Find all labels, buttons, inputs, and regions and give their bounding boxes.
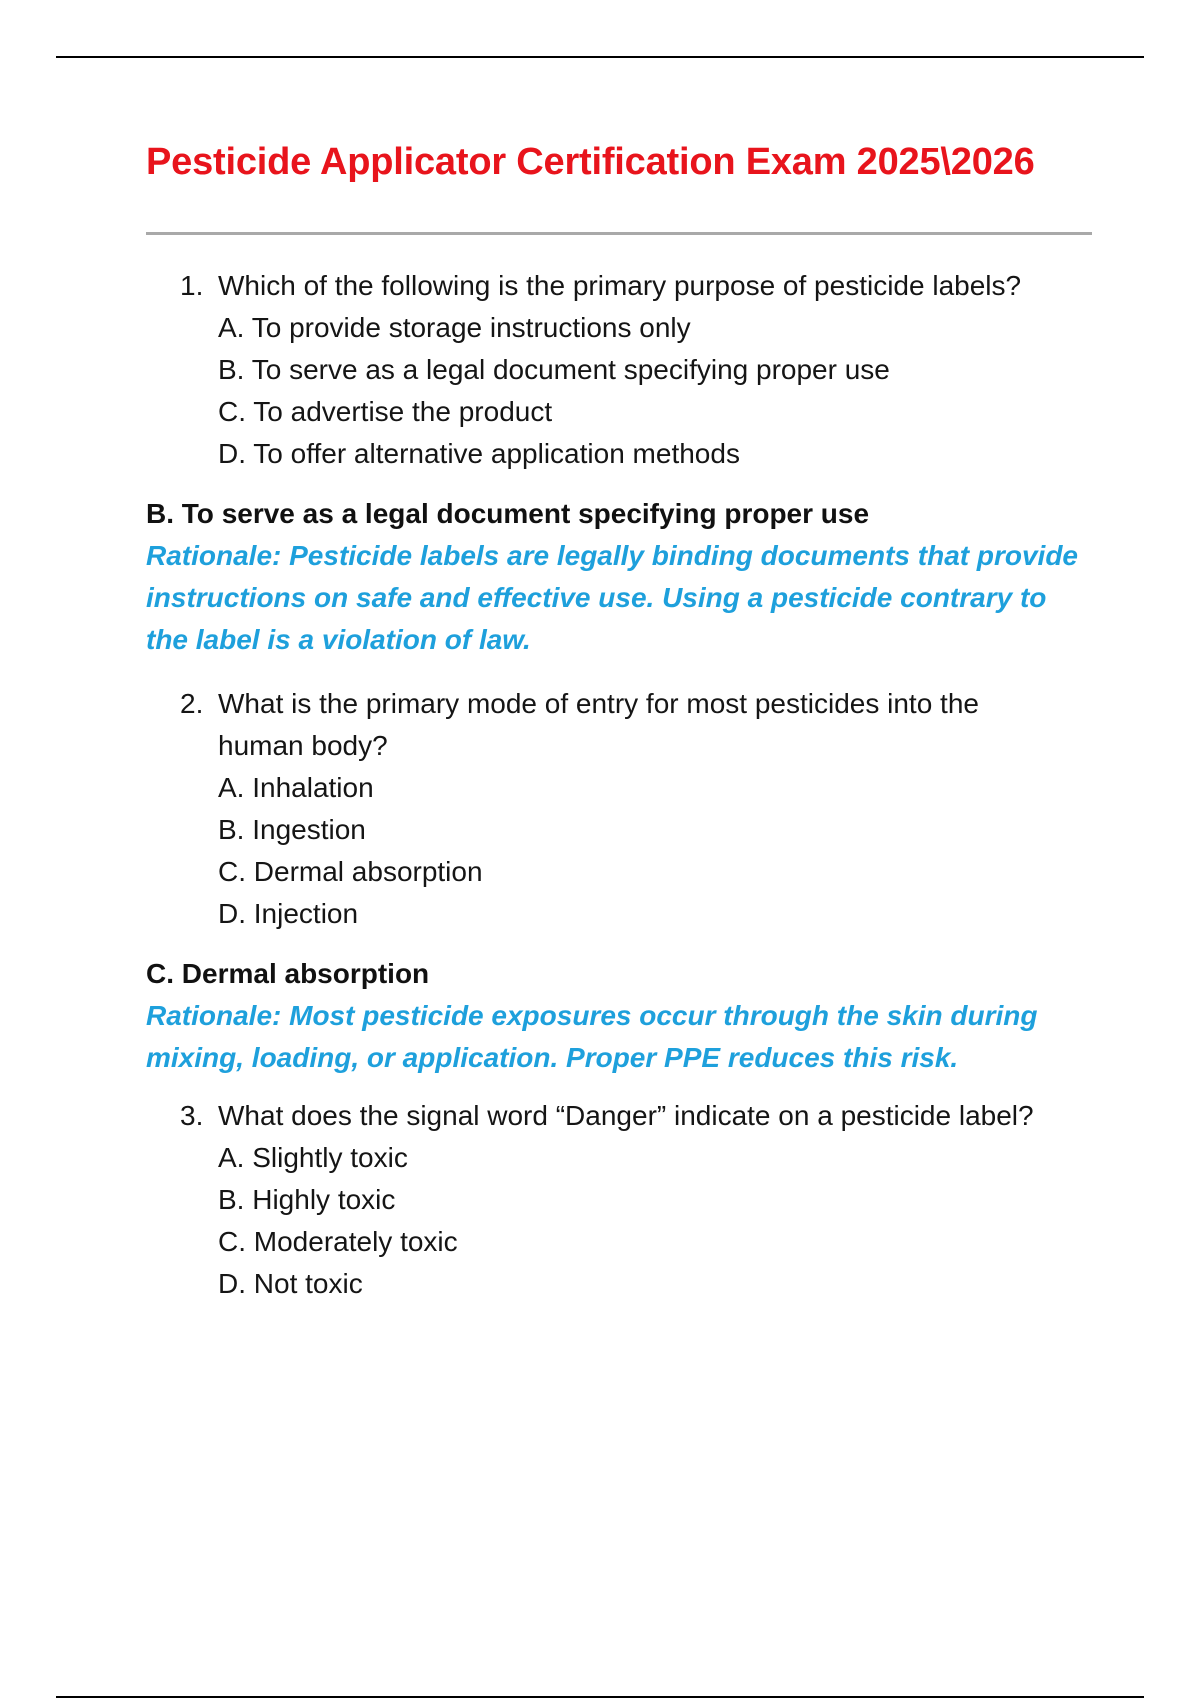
question-3 xyxy=(146,1095,1092,1305)
option-b: B. To serve as a legal document specifying proper use xyxy=(218,353,890,385)
option-b: B. Highly toxic xyxy=(218,1183,396,1215)
question-1 xyxy=(146,265,1092,475)
rationale-2: Rationale: Most pesticide exposures occur through the skin during mixing, loading, or application. Proper PPE reduces this risk. xyxy=(146,999,1038,1073)
option-a: A. Slightly toxic xyxy=(218,1141,408,1173)
rationale-1: Rationale: Pesticide labels are legally binding documents that provide instructions on safe and effective use. Using a pesticide contrary to the label is a violation of law. xyxy=(146,539,1078,655)
document-body xyxy=(146,140,1092,1305)
document-title: Pesticide Applicator Certification Exam 2025\2026 xyxy=(146,141,1035,183)
page-top-rule xyxy=(56,56,1144,58)
answer-2: C. Dermal absorption xyxy=(146,957,430,989)
option-c: C. Moderately toxic xyxy=(218,1225,458,1257)
option-d: D. Not toxic xyxy=(218,1267,363,1299)
option-c: C. Dermal absorption xyxy=(218,855,483,887)
answer-1: B. To serve as a legal document specifying proper use xyxy=(146,497,870,529)
option-c: C. To advertise the product xyxy=(218,395,553,427)
option-d: D. Injection xyxy=(218,897,359,929)
option-b: B. Ingestion xyxy=(218,813,366,845)
question-number: 3. xyxy=(180,1099,204,1131)
option-a: A. Inhalation xyxy=(218,771,374,803)
page-bottom-rule xyxy=(56,1696,1144,1698)
option-a: A. To provide storage instructions only xyxy=(218,311,691,343)
title-divider xyxy=(146,232,1092,235)
question-number: 1. xyxy=(180,269,204,301)
question-number: 2. xyxy=(180,687,204,719)
question-stem: Which of the following is the primary purpose of pesticide labels? xyxy=(218,269,1022,301)
option-d: D. To offer alternative application methods xyxy=(218,437,740,469)
question-stem: What does the signal word “Danger” indicate on a pesticide label? xyxy=(218,1099,1034,1131)
question-2 xyxy=(146,683,1092,935)
question-stem: What is the primary mode of entry for most pesticides into the human body? xyxy=(218,687,979,761)
